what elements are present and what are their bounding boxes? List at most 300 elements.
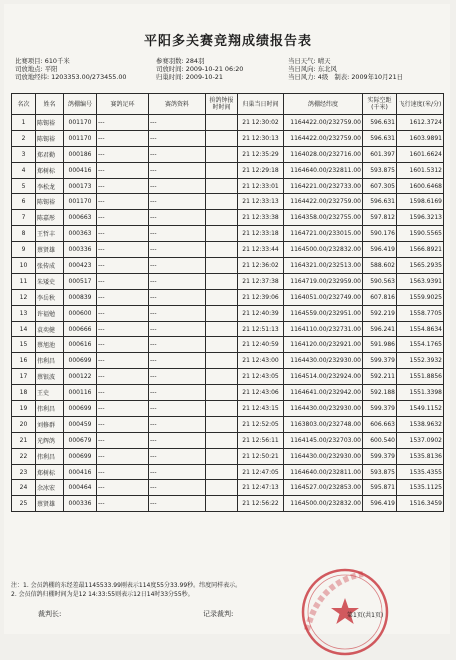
cell-dist: 596.419 <box>363 242 397 258</box>
cell-dist: 596.631 <box>363 130 397 146</box>
cell-clock <box>206 162 238 178</box>
cell-arrive: 21 12:33:38 <box>238 210 284 226</box>
cell-speed: 1535.8136 <box>397 448 444 464</box>
cell-info: --- <box>149 226 206 242</box>
cell-loft: 000336 <box>64 242 97 258</box>
table-row <box>12 432 444 448</box>
cell-ring: --- <box>97 162 149 178</box>
cell-clock <box>206 210 238 226</box>
cell-coord: 1164514.00/232924.00 <box>284 369 363 385</box>
cell-coord: 1164721.00/233015.00 <box>284 226 363 242</box>
cell-ring: --- <box>97 416 149 432</box>
cell-clock <box>206 289 238 305</box>
cell-coord: 1164321.00/232513.00 <box>284 258 363 274</box>
cell-rank: 17 <box>12 369 36 385</box>
cell-loft: 000173 <box>64 178 97 194</box>
table-row <box>12 401 444 417</box>
cell-coord: 1164110.00/232731.00 <box>284 321 363 337</box>
cell-clock <box>206 242 238 258</box>
cell-name: 陈锡裕 <box>36 115 64 131</box>
table-row <box>12 353 444 369</box>
cell-info: --- <box>149 353 206 369</box>
cell-rank: 16 <box>12 353 36 369</box>
release-place-label: 司放地点: <box>15 65 43 74</box>
cell-ring: --- <box>97 353 149 369</box>
cell-name: 郑树标 <box>36 162 64 178</box>
cell-rank: 2 <box>12 130 36 146</box>
results-table <box>11 93 444 512</box>
cell-arrive: 21 12:40:59 <box>238 337 284 353</box>
table-row <box>12 289 444 305</box>
cell-rank: 21 <box>12 432 36 448</box>
cell-rank: 9 <box>12 242 36 258</box>
cell-clock <box>206 353 238 369</box>
cell-arrive: 21 12:51:13 <box>238 321 284 337</box>
cell-dist: 592.188 <box>363 385 397 401</box>
cell-info: --- <box>149 115 206 131</box>
cell-clock <box>206 115 238 131</box>
cell-clock <box>206 401 238 417</box>
table-row <box>12 178 444 194</box>
cell-speed: 1554.8634 <box>397 321 444 337</box>
cell-loft: 000122 <box>64 369 97 385</box>
cell-coord: 1164719.00/232959.00 <box>284 273 363 289</box>
cell-speed: 1601.6624 <box>397 146 444 162</box>
official-seal <box>285 560 405 660</box>
cell-rank: 11 <box>12 273 36 289</box>
cell-loft: 000186 <box>64 146 97 162</box>
cell-speed: 1551.3398 <box>397 385 444 401</box>
col-loft: 鸽棚编号 <box>64 94 97 115</box>
cell-ring: --- <box>97 432 149 448</box>
cell-dist: 599.379 <box>363 353 397 369</box>
cell-dist: 590.176 <box>363 226 397 242</box>
cell-rank: 20 <box>12 416 36 432</box>
cell-name: 蔡贤雄 <box>36 242 64 258</box>
cell-loft: 001170 <box>64 194 97 210</box>
cell-ring: --- <box>97 210 149 226</box>
cell-loft: 000517 <box>64 273 97 289</box>
wind-dir-label: 当日风向: <box>288 65 316 74</box>
cell-loft: 001170 <box>64 130 97 146</box>
cell-ring: --- <box>97 448 149 464</box>
cell-name: 袁奕健 <box>36 321 64 337</box>
cell-arrive: 21 12:43:00 <box>238 353 284 369</box>
cell-ring: --- <box>97 146 149 162</box>
cell-name: 蔡贤雄 <box>36 496 64 512</box>
cell-dist: 590.563 <box>363 273 397 289</box>
cell-clock <box>206 432 238 448</box>
cell-dist: 596.631 <box>363 115 397 131</box>
cell-rank: 5 <box>12 178 36 194</box>
cell-dist: 592.211 <box>363 369 397 385</box>
cell-speed: 1596.3213 <box>397 210 444 226</box>
recorder-signature <box>203 609 233 619</box>
cell-loft: 000116 <box>64 385 97 401</box>
cell-rank: 22 <box>12 448 36 464</box>
table-row <box>12 416 444 432</box>
cell-coord: 1164527.00/232853.00 <box>284 480 363 496</box>
cell-info: --- <box>149 178 206 194</box>
cell-clock <box>206 496 238 512</box>
cell-info: --- <box>149 321 206 337</box>
cell-coord: 1164145.00/232703.00 <box>284 432 363 448</box>
cell-dist: 593.875 <box>363 464 397 480</box>
cell-speed: 1566.8921 <box>397 242 444 258</box>
cell-dist: 601.397 <box>363 146 397 162</box>
cell-ring: --- <box>97 305 149 321</box>
cell-name: 李松龙 <box>36 178 64 194</box>
cell-speed: 1558.7705 <box>397 305 444 321</box>
cell-dist: 599.379 <box>363 401 397 417</box>
cell-loft: 000416 <box>64 162 97 178</box>
cell-dist: 595.871 <box>363 480 397 496</box>
cell-info: --- <box>149 194 206 210</box>
cell-loft: 000699 <box>64 448 97 464</box>
cell-loft: 000416 <box>64 464 97 480</box>
release-place-value: 平阳 <box>44 65 58 74</box>
cell-info: --- <box>149 258 206 274</box>
cell-info: --- <box>149 416 206 432</box>
col-rank: 名次 <box>12 94 36 115</box>
cell-info: --- <box>149 369 206 385</box>
wind-force-value: 4级 <box>317 73 329 82</box>
table-row <box>12 162 444 178</box>
cell-loft: 000423 <box>64 258 97 274</box>
table-row <box>12 146 444 162</box>
cell-coord: 1164422.00/232759.00 <box>284 115 363 131</box>
report-title: 平阳多关赛竞翔成绩报告表 <box>143 34 312 49</box>
meta-left <box>15 57 127 82</box>
close-label: 归巢时间: <box>156 73 184 82</box>
cell-speed: 1535.1125 <box>397 480 444 496</box>
footnote-2: 2. 会员信鸽归棚时间为是12 14:33:55则表示12日14时33分55秒。 <box>11 590 194 598</box>
table-row <box>12 130 444 146</box>
cell-speed: 1552.3932 <box>397 353 444 369</box>
cell-coord: 1164559.00/232951.00 <box>284 305 363 321</box>
table-row <box>12 321 444 337</box>
table-row <box>12 115 444 131</box>
table-row <box>12 194 444 210</box>
cell-dist: 607.816 <box>363 289 397 305</box>
cell-arrive: 21 12:33:44 <box>238 242 284 258</box>
cell-rank: 13 <box>12 305 36 321</box>
meta-middle <box>156 57 243 82</box>
cell-speed: 1551.8856 <box>397 369 444 385</box>
cell-loft: 000600 <box>64 305 97 321</box>
cell-ring: --- <box>97 130 149 146</box>
cell-name: 伟利昌 <box>36 401 64 417</box>
cell-clock <box>206 178 238 194</box>
cell-clock <box>206 226 238 242</box>
col-speed: 飞行速度(米/分) <box>397 94 444 115</box>
cell-arrive: 21 12:50:21 <box>238 448 284 464</box>
cell-dist: 588.602 <box>363 258 397 274</box>
cell-name: 陈锡裕 <box>36 130 64 146</box>
cell-info: --- <box>149 337 206 353</box>
cell-ring: --- <box>97 385 149 401</box>
cell-rank: 4 <box>12 162 36 178</box>
cell-dist: 596.241 <box>363 321 397 337</box>
col-ring: 赛鸽足环 <box>97 94 149 115</box>
cell-dist: 596.419 <box>363 496 397 512</box>
cell-coord: 1163803.00/232748.00 <box>284 416 363 432</box>
cell-name: 郑君勤 <box>36 146 64 162</box>
cell-name: 王哲丰 <box>36 226 64 242</box>
cell-coord: 1164051.00/232749.00 <box>284 289 363 305</box>
cell-info: --- <box>149 385 206 401</box>
cell-arrive: 21 12:40:39 <box>238 305 284 321</box>
cell-name: 朱矮史 <box>36 273 64 289</box>
cell-dist: 593.875 <box>363 162 397 178</box>
cell-speed: 1538.9632 <box>397 416 444 432</box>
cell-speed: 1563.9391 <box>397 273 444 289</box>
cell-arrive: 21 12:43:05 <box>238 369 284 385</box>
cell-speed: 1598.6169 <box>397 194 444 210</box>
cell-arrive: 21 12:30:13 <box>238 130 284 146</box>
cell-name: 许福勉 <box>36 305 64 321</box>
cell-coord: 1164430.00/232930.00 <box>284 353 363 369</box>
cell-speed: 1565.2935 <box>397 258 444 274</box>
cell-coord: 1164640.00/232811.00 <box>284 464 363 480</box>
cell-speed: 1612.3724 <box>397 115 444 131</box>
cell-name: 光辉鸽 <box>36 432 64 448</box>
cell-rank: 15 <box>12 337 36 353</box>
cell-ring: --- <box>97 258 149 274</box>
cell-clock <box>206 480 238 496</box>
table-row <box>12 305 444 321</box>
close-value: 2009-10-21 <box>185 73 223 82</box>
cell-rank: 1 <box>12 115 36 131</box>
table-row <box>12 210 444 226</box>
footnote-1: 注：1. 会员鸽棚的东经差最1145533.99刚表示114度55分33.99秒。纬度同样表示。 <box>11 582 242 589</box>
cell-loft: 000336 <box>64 496 97 512</box>
cell-name: 李岳秋 <box>36 289 64 305</box>
made-label: 制表: <box>334 73 350 82</box>
coords-value: 1203353.00/273455.00 <box>51 73 127 82</box>
table-row <box>12 385 444 401</box>
cell-arrive: 21 12:39:06 <box>238 289 284 305</box>
cell-ring: --- <box>97 289 149 305</box>
cell-info: --- <box>149 146 206 162</box>
cell-info: --- <box>149 162 206 178</box>
table-row <box>12 369 444 385</box>
table-row <box>12 464 444 480</box>
cell-ring: --- <box>97 273 149 289</box>
cell-name: 陈嘉彤 <box>36 210 64 226</box>
meta-right <box>288 57 403 82</box>
cell-arrive: 21 12:33:01 <box>238 178 284 194</box>
table-row <box>12 480 444 496</box>
release-time-label: 司放时间: <box>156 65 184 74</box>
cell-coord: 1164500.00/232832.00 <box>284 242 363 258</box>
cell-clock <box>206 146 238 162</box>
table-header-row <box>12 94 444 115</box>
cell-speed: 1590.5565 <box>397 226 444 242</box>
cell-info: --- <box>149 273 206 289</box>
cell-dist: 596.631 <box>363 194 397 210</box>
cell-arrive: 21 12:47:05 <box>238 464 284 480</box>
cell-rank: 3 <box>12 146 36 162</box>
cell-speed: 1516.3459 <box>397 496 444 512</box>
cell-info: --- <box>149 305 206 321</box>
cell-arrive: 21 12:29:18 <box>238 162 284 178</box>
cell-dist: 591.986 <box>363 337 397 353</box>
count-value: 284羽 <box>185 57 205 65</box>
cell-arrive: 21 12:52:05 <box>238 416 284 432</box>
cell-info: --- <box>149 210 206 226</box>
cell-rank: 10 <box>12 258 36 274</box>
referee-signature <box>38 609 61 619</box>
cell-coord: 1164120.00/232921.00 <box>284 337 363 353</box>
cell-clock <box>206 130 238 146</box>
cell-loft: 000663 <box>64 210 97 226</box>
table-row <box>12 226 444 242</box>
cell-arrive: 21 12:30:02 <box>238 115 284 131</box>
weather-value: 晴天 <box>317 57 331 65</box>
cell-speed: 1601.5312 <box>397 162 444 178</box>
cell-info: --- <box>149 464 206 480</box>
cell-clock <box>206 369 238 385</box>
cell-coord: 1164422.00/232759.00 <box>284 194 363 210</box>
cell-coord: 1164641.00/232942.00 <box>284 385 363 401</box>
table-row <box>12 448 444 464</box>
cell-ring: --- <box>97 115 149 131</box>
cell-ring: --- <box>97 226 149 242</box>
cell-info: --- <box>149 242 206 258</box>
cell-ring: --- <box>97 337 149 353</box>
cell-rank: 8 <box>12 226 36 242</box>
cell-clock <box>206 464 238 480</box>
cell-clock <box>206 194 238 210</box>
cell-coord: 1164358.00/232755.00 <box>284 210 363 226</box>
cell-arrive: 21 12:36:02 <box>238 258 284 274</box>
cell-ring: --- <box>97 321 149 337</box>
cell-name: 蔡银波 <box>36 369 64 385</box>
project-value: 610千米 <box>44 57 70 65</box>
cell-speed: 1549.1152 <box>397 401 444 417</box>
cell-name: 蔡旭池 <box>36 337 64 353</box>
cell-arrive: 21 12:43:06 <box>238 385 284 401</box>
cell-coord: 1164430.00/232930.00 <box>284 401 363 417</box>
cell-loft: 000464 <box>64 480 97 496</box>
cell-dist: 592.219 <box>363 305 397 321</box>
cell-name: 伟利昌 <box>36 353 64 369</box>
cell-info: --- <box>149 289 206 305</box>
cell-name: 郑树标 <box>36 464 64 480</box>
cell-arrive: 21 12:37:38 <box>238 273 284 289</box>
cell-dist: 597.812 <box>363 210 397 226</box>
page-number: 第1页(共1页) <box>347 612 384 619</box>
cell-rank: 25 <box>12 496 36 512</box>
cell-clock <box>206 321 238 337</box>
cell-info: --- <box>149 496 206 512</box>
cell-speed: 1559.9025 <box>397 289 444 305</box>
cell-clock <box>206 337 238 353</box>
cell-speed: 1537.0902 <box>397 432 444 448</box>
cell-info: --- <box>149 432 206 448</box>
cell-coord: 1164422.00/232759.00 <box>284 130 363 146</box>
cell-rank: 24 <box>12 480 36 496</box>
cell-coord: 1164028.00/232716.00 <box>284 146 363 162</box>
col-coord: 鸽棚经纬度 <box>284 94 363 115</box>
cell-ring: --- <box>97 194 149 210</box>
cell-loft: 000679 <box>64 432 97 448</box>
cell-coord: 1164430.00/232930.00 <box>284 448 363 464</box>
cell-info: --- <box>149 448 206 464</box>
cell-dist: 600.540 <box>363 432 397 448</box>
col-name: 姓名 <box>36 94 64 115</box>
cell-clock <box>206 258 238 274</box>
made-date: 2009年10月21日 <box>351 73 404 82</box>
cell-ring: --- <box>97 401 149 417</box>
cell-rank: 7 <box>12 210 36 226</box>
table-row <box>12 496 444 512</box>
col-arrive: 归巢当日时间 <box>238 94 284 115</box>
cell-ring: --- <box>97 480 149 496</box>
cell-ring: --- <box>97 242 149 258</box>
cell-name: 余冰宏 <box>36 480 64 496</box>
cell-ring: --- <box>97 369 149 385</box>
cell-coord: 1164221.00/232733.00 <box>284 178 363 194</box>
cell-coord: 1164500.00/232832.00 <box>284 496 363 512</box>
col-info: 赛鸽资料 <box>149 94 206 115</box>
cell-clock <box>206 305 238 321</box>
cell-rank: 23 <box>12 464 36 480</box>
cell-name: 刘修群 <box>36 416 64 432</box>
cell-arrive: 21 12:35:29 <box>238 146 284 162</box>
count-label: 参赛羽数: <box>156 57 184 65</box>
wind-force-label: 当日风力: <box>288 73 316 82</box>
cell-loft: 000363 <box>64 226 97 242</box>
cell-arrive: 21 12:33:13 <box>238 194 284 210</box>
cell-loft: 000616 <box>64 337 97 353</box>
cell-speed: 1554.1765 <box>397 337 444 353</box>
cell-info: --- <box>149 401 206 417</box>
referee-label: 裁判长: <box>38 610 62 618</box>
table-row <box>12 242 444 258</box>
cell-clock <box>206 273 238 289</box>
cell-speed: 1535.4355 <box>397 464 444 480</box>
cell-arrive: 21 12:43:15 <box>238 401 284 417</box>
cell-loft: 000699 <box>64 401 97 417</box>
cell-rank: 6 <box>12 194 36 210</box>
cell-arrive: 21 12:56:22 <box>238 496 284 512</box>
release-time-value: 2009-10-21 06:20 <box>185 65 244 74</box>
cell-loft: 000666 <box>64 321 97 337</box>
cell-loft: 000839 <box>64 289 97 305</box>
cell-coord: 1164640.00/232811.00 <box>284 162 363 178</box>
cell-arrive: 21 12:56:11 <box>238 432 284 448</box>
col-clock: 拚鸽钟报时时间 <box>206 94 238 115</box>
cell-dist: 599.379 <box>363 448 397 464</box>
table-row <box>12 258 444 274</box>
coords-label: 司放地经纬: <box>15 73 50 82</box>
cell-dist: 607.305 <box>363 178 397 194</box>
cell-dist: 606.663 <box>363 416 397 432</box>
cell-clock <box>206 385 238 401</box>
cell-ring: --- <box>97 496 149 512</box>
cell-name: 陈锡裕 <box>36 194 64 210</box>
cell-clock <box>206 416 238 432</box>
recorder-label: 记录裁判: <box>203 610 234 618</box>
cell-ring: --- <box>97 178 149 194</box>
table-row <box>12 337 444 353</box>
cell-loft: 000459 <box>64 416 97 432</box>
weather-label: 当日天气: <box>288 57 316 65</box>
cell-name: 王史 <box>36 385 64 401</box>
cell-rank: 18 <box>12 385 36 401</box>
